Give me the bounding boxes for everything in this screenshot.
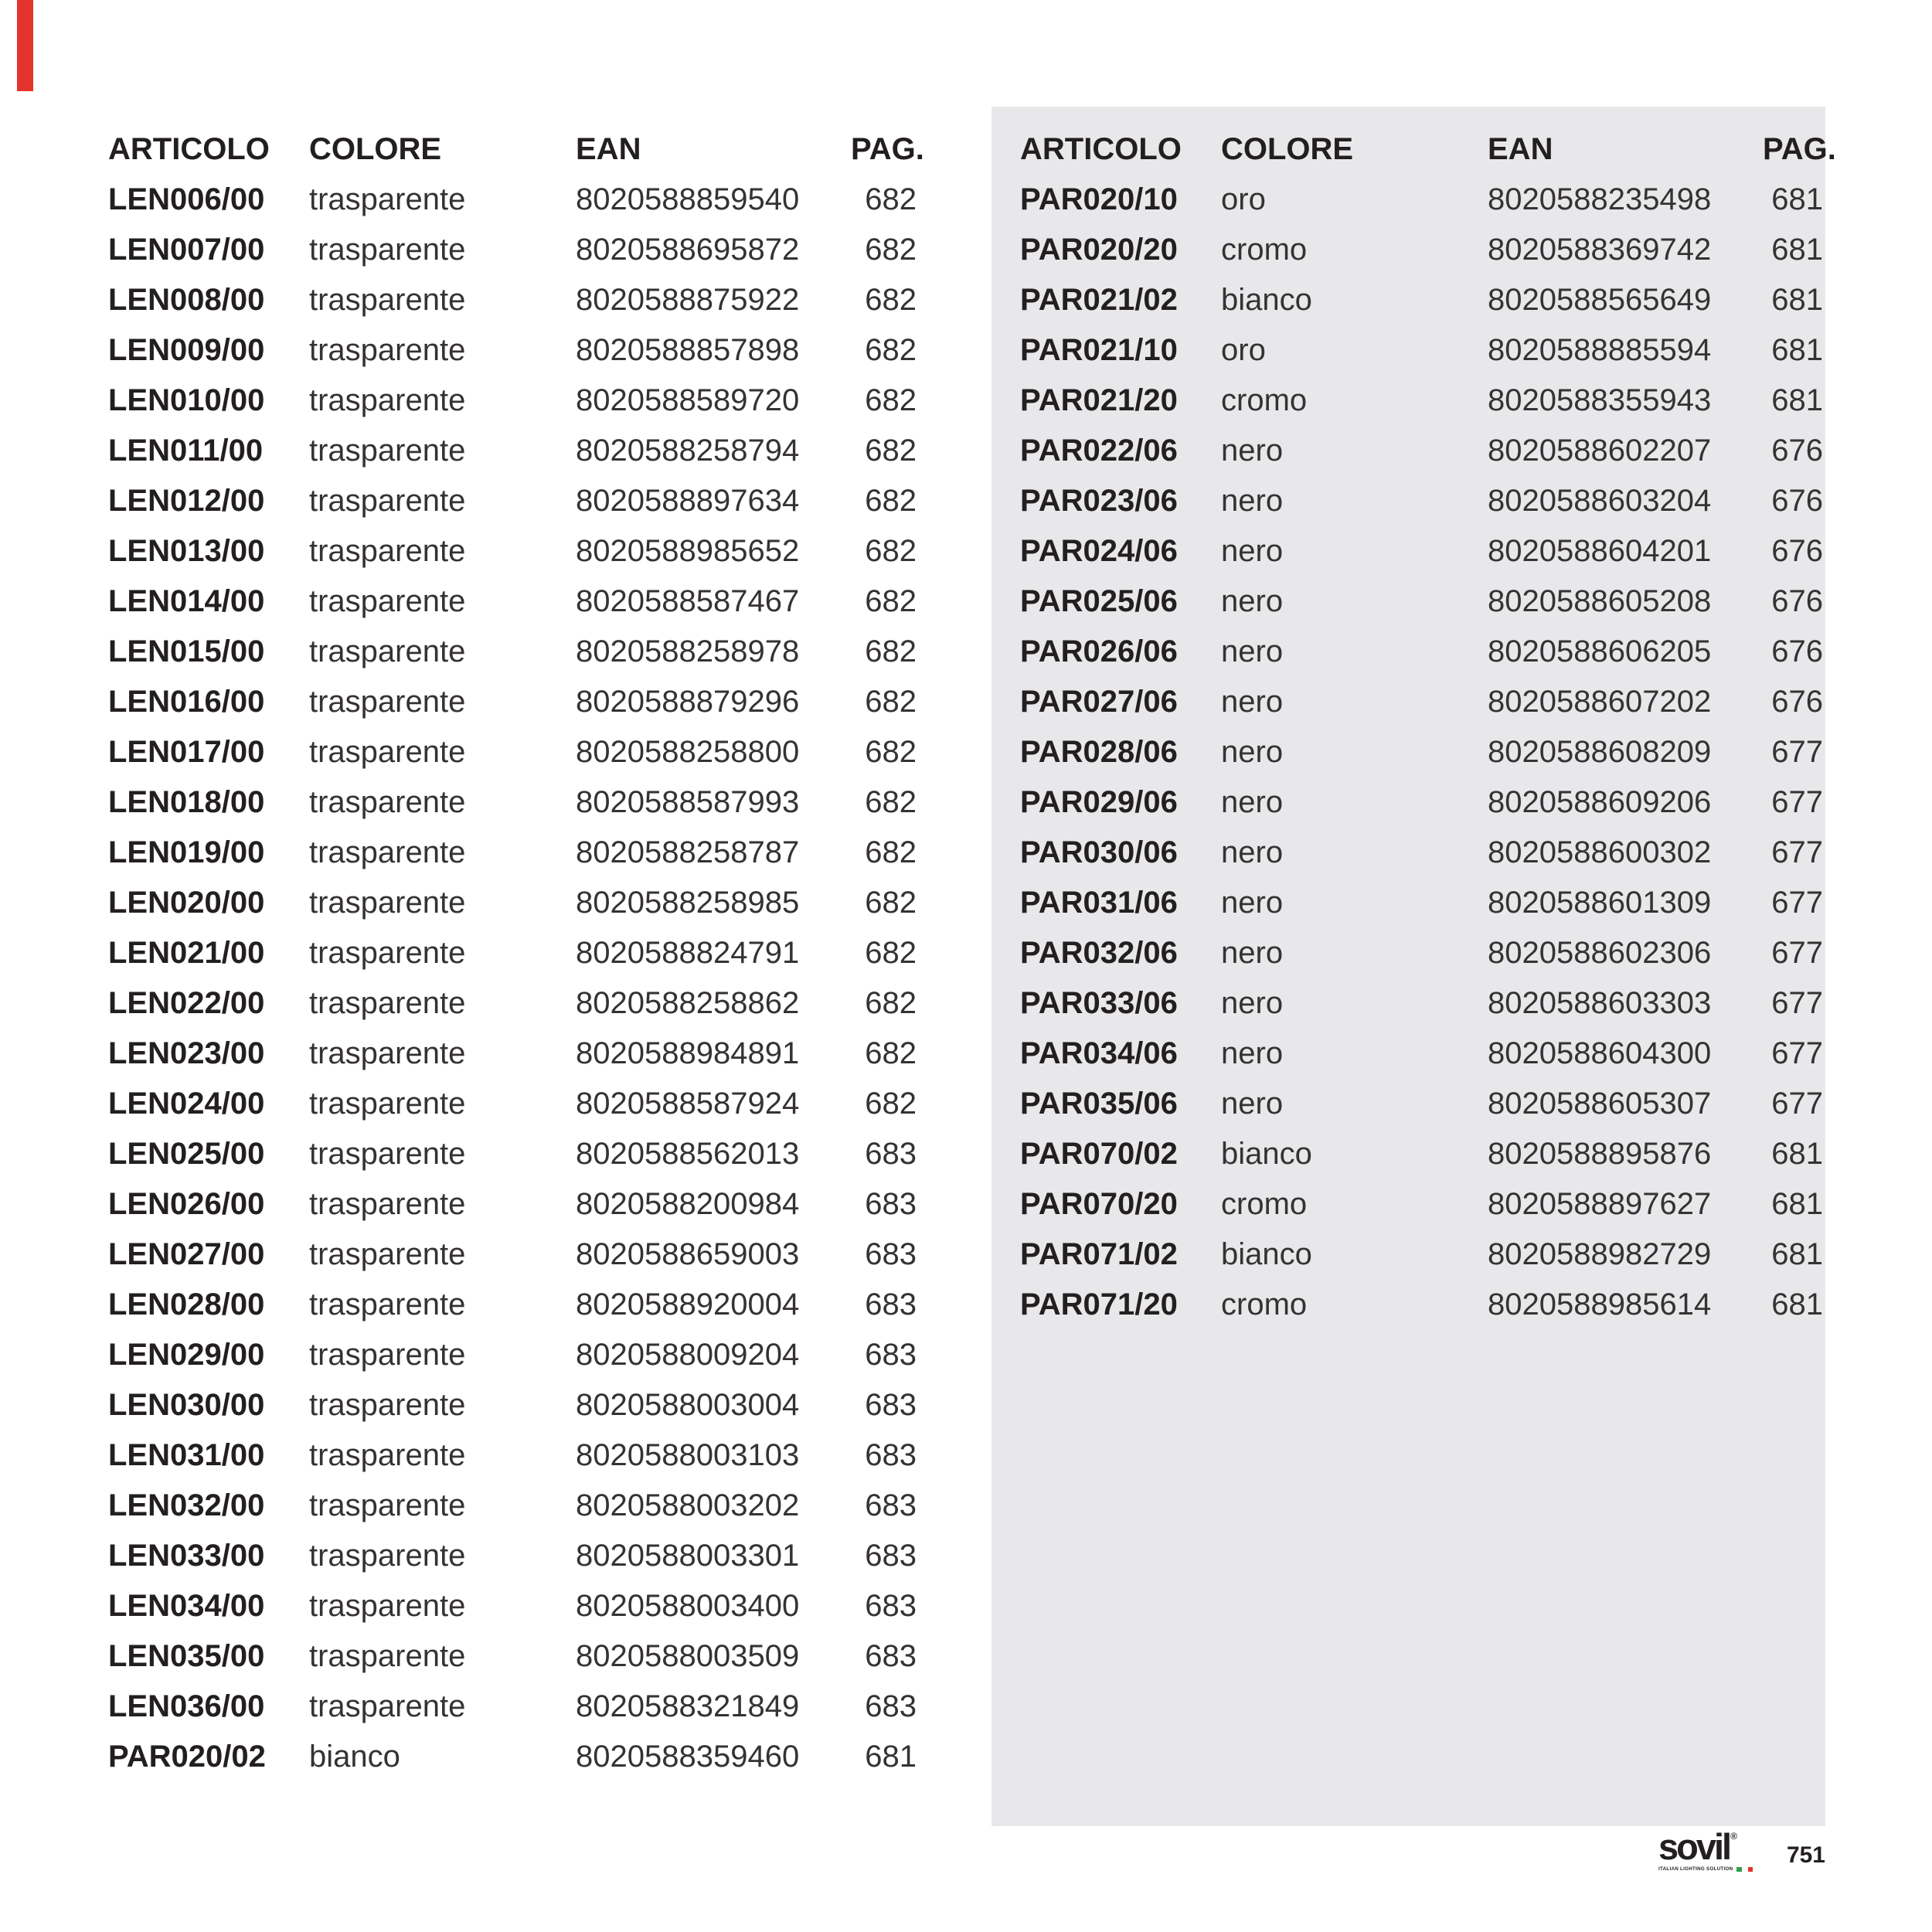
cell-ean: 8020588587993 [576,784,800,819]
table-row [108,1229,917,1279]
column-header-colore: COLORE [1221,131,1354,166]
cell-colore: bianco [1221,1236,1312,1271]
cell-pag: 683 [865,1437,917,1472]
cell-articolo: PAR032/06 [1020,935,1178,970]
cell-ean: 8020588587924 [576,1086,800,1121]
table-row [1020,1229,1823,1279]
cell-articolo: PAR033/06 [1020,985,1178,1020]
cell-pag: 677 [1771,935,1823,970]
table-row [108,1530,917,1580]
sovil-logo-tagline: ITALIAN LIGHTING SOLUTION [1658,1866,1733,1872]
cell-articolo: LEN008/00 [108,282,265,317]
cell-colore: trasparente [309,433,466,468]
table-row [1020,1028,1823,1078]
cell-pag: 677 [1771,835,1823,869]
table-row [1020,726,1823,777]
cell-colore: trasparente [309,1437,466,1472]
cell-ean: 8020588003400 [576,1588,800,1623]
cell-pag: 676 [1771,533,1823,568]
cell-colore: nero [1221,885,1284,920]
column-header-pag: PAG. [851,131,924,166]
cell-articolo: PAR024/06 [1020,533,1178,568]
cell-articolo: PAR025/06 [1020,583,1178,618]
table-row [108,1731,917,1781]
cell-colore: trasparente [309,634,466,668]
table-row [1020,777,1823,827]
cell-ean: 8020588895876 [1488,1136,1712,1171]
cell-ean: 8020588897627 [1488,1186,1712,1221]
sovil-logo-subline [1658,1866,1753,1872]
cell-colore: bianco [1221,1136,1312,1171]
cell-pag: 681 [1771,1236,1823,1271]
table-row [1020,375,1823,425]
cell-pag: 676 [1771,433,1823,468]
cell-ean: 8020588606205 [1488,634,1712,668]
cell-colore: bianco [309,1739,400,1774]
cell-colore: nero [1221,583,1284,618]
table-row [108,174,917,224]
cell-colore: nero [1221,935,1284,970]
cell-colore: nero [1221,985,1284,1020]
cell-pag: 682 [865,282,917,317]
cell-ean: 8020588824791 [576,935,800,970]
cell-articolo: LEN006/00 [108,182,265,216]
cell-pag: 681 [865,1739,917,1774]
table-row [1020,626,1823,676]
cell-articolo: LEN012/00 [108,483,265,518]
cell-articolo: PAR020/02 [108,1739,266,1774]
cell-articolo: LEN024/00 [108,1086,265,1121]
cell-colore: nero [1221,684,1284,719]
cell-articolo: PAR022/06 [1020,433,1178,468]
cell-pag: 681 [1771,332,1823,367]
cell-colore: trasparente [309,1689,466,1723]
cell-ean: 8020588258794 [576,433,800,468]
cell-articolo: PAR070/20 [1020,1186,1178,1221]
table-row [1020,1179,1823,1229]
table-row [108,927,917,978]
cell-ean: 8020588601309 [1488,885,1712,920]
cell-ean: 8020588605208 [1488,583,1712,618]
cell-articolo: PAR027/06 [1020,684,1178,719]
cell-colore: trasparente [309,182,466,216]
cell-ean: 8020588603204 [1488,483,1712,518]
cell-ean: 8020588605307 [1488,1086,1712,1121]
cell-ean: 8020588565649 [1488,282,1712,317]
cell-colore: nero [1221,634,1284,668]
cell-ean: 8020588985614 [1488,1287,1712,1321]
cell-pag: 677 [1771,985,1823,1020]
cell-colore: cromo [1221,383,1308,417]
cell-colore: trasparente [309,835,466,869]
cell-articolo: LEN034/00 [108,1588,265,1623]
cell-pag: 681 [1771,182,1823,216]
table-row [108,375,917,425]
cell-articolo: LEN023/00 [108,1036,265,1070]
cell-ean: 8020588321849 [576,1689,800,1723]
table-row [108,1379,917,1430]
cell-articolo: PAR071/20 [1020,1287,1178,1321]
cell-pag: 683 [865,1337,917,1372]
page-number: 751 [1786,1842,1825,1868]
cell-colore: nero [1221,1086,1284,1121]
cell-pag: 682 [865,885,917,920]
cell-articolo: PAR028/06 [1020,734,1178,769]
cell-colore: trasparente [309,282,466,317]
table-row [108,827,917,877]
column-header-colore: COLORE [309,131,442,166]
cell-ean: 8020588003509 [576,1638,800,1673]
cell-ean: 8020588003202 [576,1488,800,1522]
column-header-ean: EAN [1488,131,1553,166]
cell-pag: 677 [1771,1036,1823,1070]
table-row [108,1480,917,1530]
table-row [108,978,917,1028]
table-row [108,777,917,827]
table-row [108,676,917,726]
cell-articolo: PAR023/06 [1020,483,1178,518]
cell-pag: 676 [1771,583,1823,618]
cell-pag: 683 [865,1387,917,1422]
cell-pag: 683 [865,1287,917,1321]
cell-colore: trasparente [309,1136,466,1171]
cell-ean: 8020588879296 [576,684,800,719]
cell-colore: trasparente [309,1387,466,1422]
cell-ean: 8020588897634 [576,483,800,518]
table-row [108,1078,917,1128]
cell-ean: 8020588003301 [576,1538,800,1573]
cell-ean: 8020588258862 [576,985,800,1020]
cell-colore: trasparente [309,684,466,719]
cell-ean: 8020588609206 [1488,784,1712,819]
cell-ean: 8020588200984 [576,1186,800,1221]
table-row [108,1631,917,1681]
table-row [108,1028,917,1078]
cell-ean: 8020588009204 [576,1337,800,1372]
cell-pag: 677 [1771,1086,1823,1121]
column-header-pag: PAG. [1763,131,1836,166]
red-accent-bar [17,0,33,91]
cell-pag: 682 [865,232,917,267]
table-row [1020,274,1823,325]
cell-pag: 677 [1771,784,1823,819]
product-table-right [1020,124,1836,1329]
cell-pag: 682 [865,583,917,618]
cell-ean: 8020588982729 [1488,1236,1712,1271]
table-row [1020,475,1823,526]
cell-pag: 682 [865,1036,917,1070]
cell-colore: trasparente [309,1287,466,1321]
table-row [108,1580,917,1631]
column-header-articolo: ARTICOLO [1020,131,1182,166]
cell-pag: 683 [865,1136,917,1171]
table-row [1020,1128,1823,1179]
cell-colore: trasparente [309,1186,466,1221]
column-header-articolo: ARTICOLO [108,131,270,166]
cell-articolo: LEN026/00 [108,1186,265,1221]
cell-pag: 682 [865,533,917,568]
cell-pag: 683 [865,1689,917,1723]
table-row [1020,576,1823,626]
cell-ean: 8020588695872 [576,232,800,267]
cell-articolo: PAR020/20 [1020,232,1178,267]
cell-ean: 8020588258985 [576,885,800,920]
cell-ean: 8020588607202 [1488,684,1712,719]
cell-ean: 8020588920004 [576,1287,800,1321]
cell-pag: 682 [865,835,917,869]
cell-pag: 676 [1771,684,1823,719]
cell-ean: 8020588604300 [1488,1036,1712,1070]
cell-pag: 682 [865,634,917,668]
table-row [108,425,917,475]
cell-articolo: PAR031/06 [1020,885,1178,920]
table-row [108,576,917,626]
cell-pag: 681 [1771,1287,1823,1321]
cell-pag: 677 [1771,885,1823,920]
cell-pag: 682 [865,383,917,417]
cell-pag: 682 [865,985,917,1020]
cell-colore: trasparente [309,332,466,367]
cell-articolo: LEN030/00 [108,1387,265,1422]
table-row [1020,877,1823,927]
cell-ean: 8020588659003 [576,1236,800,1271]
table-header-row [1020,124,1836,174]
table-row [108,1179,917,1229]
cell-colore: oro [1221,332,1266,367]
cell-colore: trasparente [309,1337,466,1372]
sovil-logo-wordmark [1658,1828,1753,1865]
cell-pag: 682 [865,684,917,719]
cell-ean: 8020588235498 [1488,182,1712,216]
cell-ean: 8020588003103 [576,1437,800,1472]
cell-pag: 683 [865,1538,917,1573]
cell-articolo: PAR070/02 [1020,1136,1178,1171]
table-row [1020,676,1823,726]
table-header-row [108,124,924,174]
cell-articolo: PAR020/10 [1020,182,1178,216]
cell-pag: 681 [1771,383,1823,417]
cell-articolo: LEN036/00 [108,1689,265,1723]
cell-articolo: LEN014/00 [108,583,265,618]
table-row [108,526,917,576]
cell-articolo: LEN016/00 [108,684,265,719]
table-row [108,1279,917,1329]
table-row [1020,978,1823,1028]
table-row [1020,325,1823,375]
cell-colore: trasparente [309,232,466,267]
cell-colore: oro [1221,182,1266,216]
cell-pag: 682 [865,182,917,216]
cell-colore: trasparente [309,1086,466,1121]
cell-pag: 681 [1771,1136,1823,1171]
cell-colore: trasparente [309,1538,466,1573]
cell-ean: 8020588603303 [1488,985,1712,1020]
table-row [108,877,917,927]
sovil-logo [1658,1828,1753,1872]
cell-ean: 8020588875922 [576,282,800,317]
cell-colore: trasparente [309,583,466,618]
cell-articolo: LEN022/00 [108,985,265,1020]
cell-colore: trasparente [309,784,466,819]
cell-articolo: PAR021/02 [1020,282,1178,317]
cell-colore: nero [1221,483,1284,518]
table-row [108,224,917,274]
cell-ean: 8020588857898 [576,332,800,367]
table-row [1020,174,1823,224]
cell-articolo: LEN009/00 [108,332,265,367]
cell-articolo: LEN011/00 [108,433,264,468]
cell-ean: 8020588359460 [576,1739,800,1774]
table-row [108,1329,917,1379]
cell-articolo: LEN010/00 [108,383,265,417]
cell-pag: 683 [865,1488,917,1522]
cell-colore: nero [1221,784,1284,819]
cell-pag: 682 [865,734,917,769]
table-row [108,1128,917,1179]
sovil-logo-text: sovil [1658,1826,1730,1867]
cell-articolo: LEN015/00 [108,634,265,668]
cell-colore: trasparente [309,533,466,568]
cell-articolo: LEN031/00 [108,1437,265,1472]
cell-articolo: LEN027/00 [108,1236,265,1271]
cell-articolo: PAR029/06 [1020,784,1178,819]
cell-colore: trasparente [309,1488,466,1522]
cell-ean: 8020588985652 [576,533,800,568]
cell-articolo: PAR021/20 [1020,383,1178,417]
cell-colore: trasparente [309,985,466,1020]
cell-articolo: LEN029/00 [108,1337,265,1372]
registered-trademark-icon: ® [1730,1831,1737,1842]
cell-colore: trasparente [309,935,466,970]
table-row [1020,927,1823,978]
cell-colore: nero [1221,533,1284,568]
cell-ean: 8020588608209 [1488,734,1712,769]
cell-pag: 682 [865,1086,917,1121]
cell-colore: trasparente [309,1588,466,1623]
cell-colore: trasparente [309,1638,466,1673]
cell-pag: 682 [865,433,917,468]
cell-articolo: LEN017/00 [108,734,265,769]
cell-articolo: LEN021/00 [108,935,265,970]
cell-ean: 8020588258978 [576,634,800,668]
cell-articolo: LEN019/00 [108,835,265,869]
product-table-left [108,124,924,1781]
table-row [108,1430,917,1480]
cell-colore: trasparente [309,885,466,920]
table-row [1020,224,1823,274]
cell-pag: 681 [1771,282,1823,317]
cell-articolo: LEN035/00 [108,1638,265,1673]
cell-ean: 8020588885594 [1488,332,1712,367]
cell-articolo: PAR035/06 [1020,1086,1178,1121]
cell-ean: 8020588600302 [1488,835,1712,869]
cell-articolo: PAR071/02 [1020,1236,1178,1271]
cell-ean: 8020588984891 [576,1036,800,1070]
cell-pag: 682 [865,332,917,367]
table-row [108,274,917,325]
cell-ean: 8020588258800 [576,734,800,769]
cell-articolo: LEN028/00 [108,1287,265,1321]
table-body [1020,174,1823,1329]
cell-pag: 682 [865,483,917,518]
table-row [1020,1279,1823,1329]
cell-ean: 8020588562013 [576,1136,800,1171]
cell-ean: 8020588258787 [576,835,800,869]
italian-flag-red-bar-icon [1748,1867,1753,1872]
table-row [1020,827,1823,877]
cell-articolo: PAR034/06 [1020,1036,1178,1070]
cell-pag: 681 [1771,232,1823,267]
cell-articolo: LEN007/00 [108,232,265,267]
cell-articolo: PAR030/06 [1020,835,1178,869]
cell-colore: nero [1221,734,1284,769]
cell-articolo: LEN018/00 [108,784,265,819]
cell-colore: trasparente [309,1236,466,1271]
cell-colore: trasparente [309,383,466,417]
cell-colore: nero [1221,1036,1284,1070]
cell-colore: nero [1221,433,1284,468]
cell-pag: 682 [865,784,917,819]
cell-articolo: PAR021/10 [1020,332,1178,367]
cell-ean: 8020588587467 [576,583,800,618]
cell-articolo: PAR026/06 [1020,634,1178,668]
cell-colore: trasparente [309,734,466,769]
cell-colore: cromo [1221,1287,1308,1321]
cell-ean: 8020588602306 [1488,935,1712,970]
italian-flag-green-bar-icon [1736,1867,1741,1872]
cell-colore: trasparente [309,483,466,518]
cell-articolo: LEN025/00 [108,1136,265,1171]
table-row [1020,1078,1823,1128]
table-body [108,174,917,1781]
cell-pag: 676 [1771,483,1823,518]
cell-colore: cromo [1221,232,1308,267]
cell-colore: bianco [1221,282,1312,317]
cell-colore: trasparente [309,1036,466,1070]
table-row [108,1681,917,1731]
cell-pag: 682 [865,935,917,970]
cell-ean: 8020588369742 [1488,232,1712,267]
cell-pag: 677 [1771,734,1823,769]
cell-pag: 683 [865,1638,917,1673]
cell-articolo: LEN032/00 [108,1488,265,1522]
cell-colore: nero [1221,835,1284,869]
table-row [108,626,917,676]
cell-pag: 683 [865,1236,917,1271]
cell-pag: 683 [865,1588,917,1623]
cell-ean: 8020588604201 [1488,533,1712,568]
cell-pag: 676 [1771,634,1823,668]
cell-ean: 8020588859540 [576,182,800,216]
table-row [1020,425,1823,475]
cell-ean: 8020588355943 [1488,383,1712,417]
cell-colore: cromo [1221,1186,1308,1221]
cell-pag: 683 [865,1186,917,1221]
table-row [108,475,917,526]
cell-pag: 681 [1771,1186,1823,1221]
column-header-ean: EAN [576,131,641,166]
table-row [108,726,917,777]
cell-articolo: LEN020/00 [108,885,265,920]
cell-ean: 8020588589720 [576,383,800,417]
cell-ean: 8020588003004 [576,1387,800,1422]
cell-articolo: LEN033/00 [108,1538,265,1573]
table-row [1020,526,1823,576]
cell-articolo: LEN013/00 [108,533,265,568]
cell-ean: 8020588602207 [1488,433,1712,468]
table-row [108,325,917,375]
